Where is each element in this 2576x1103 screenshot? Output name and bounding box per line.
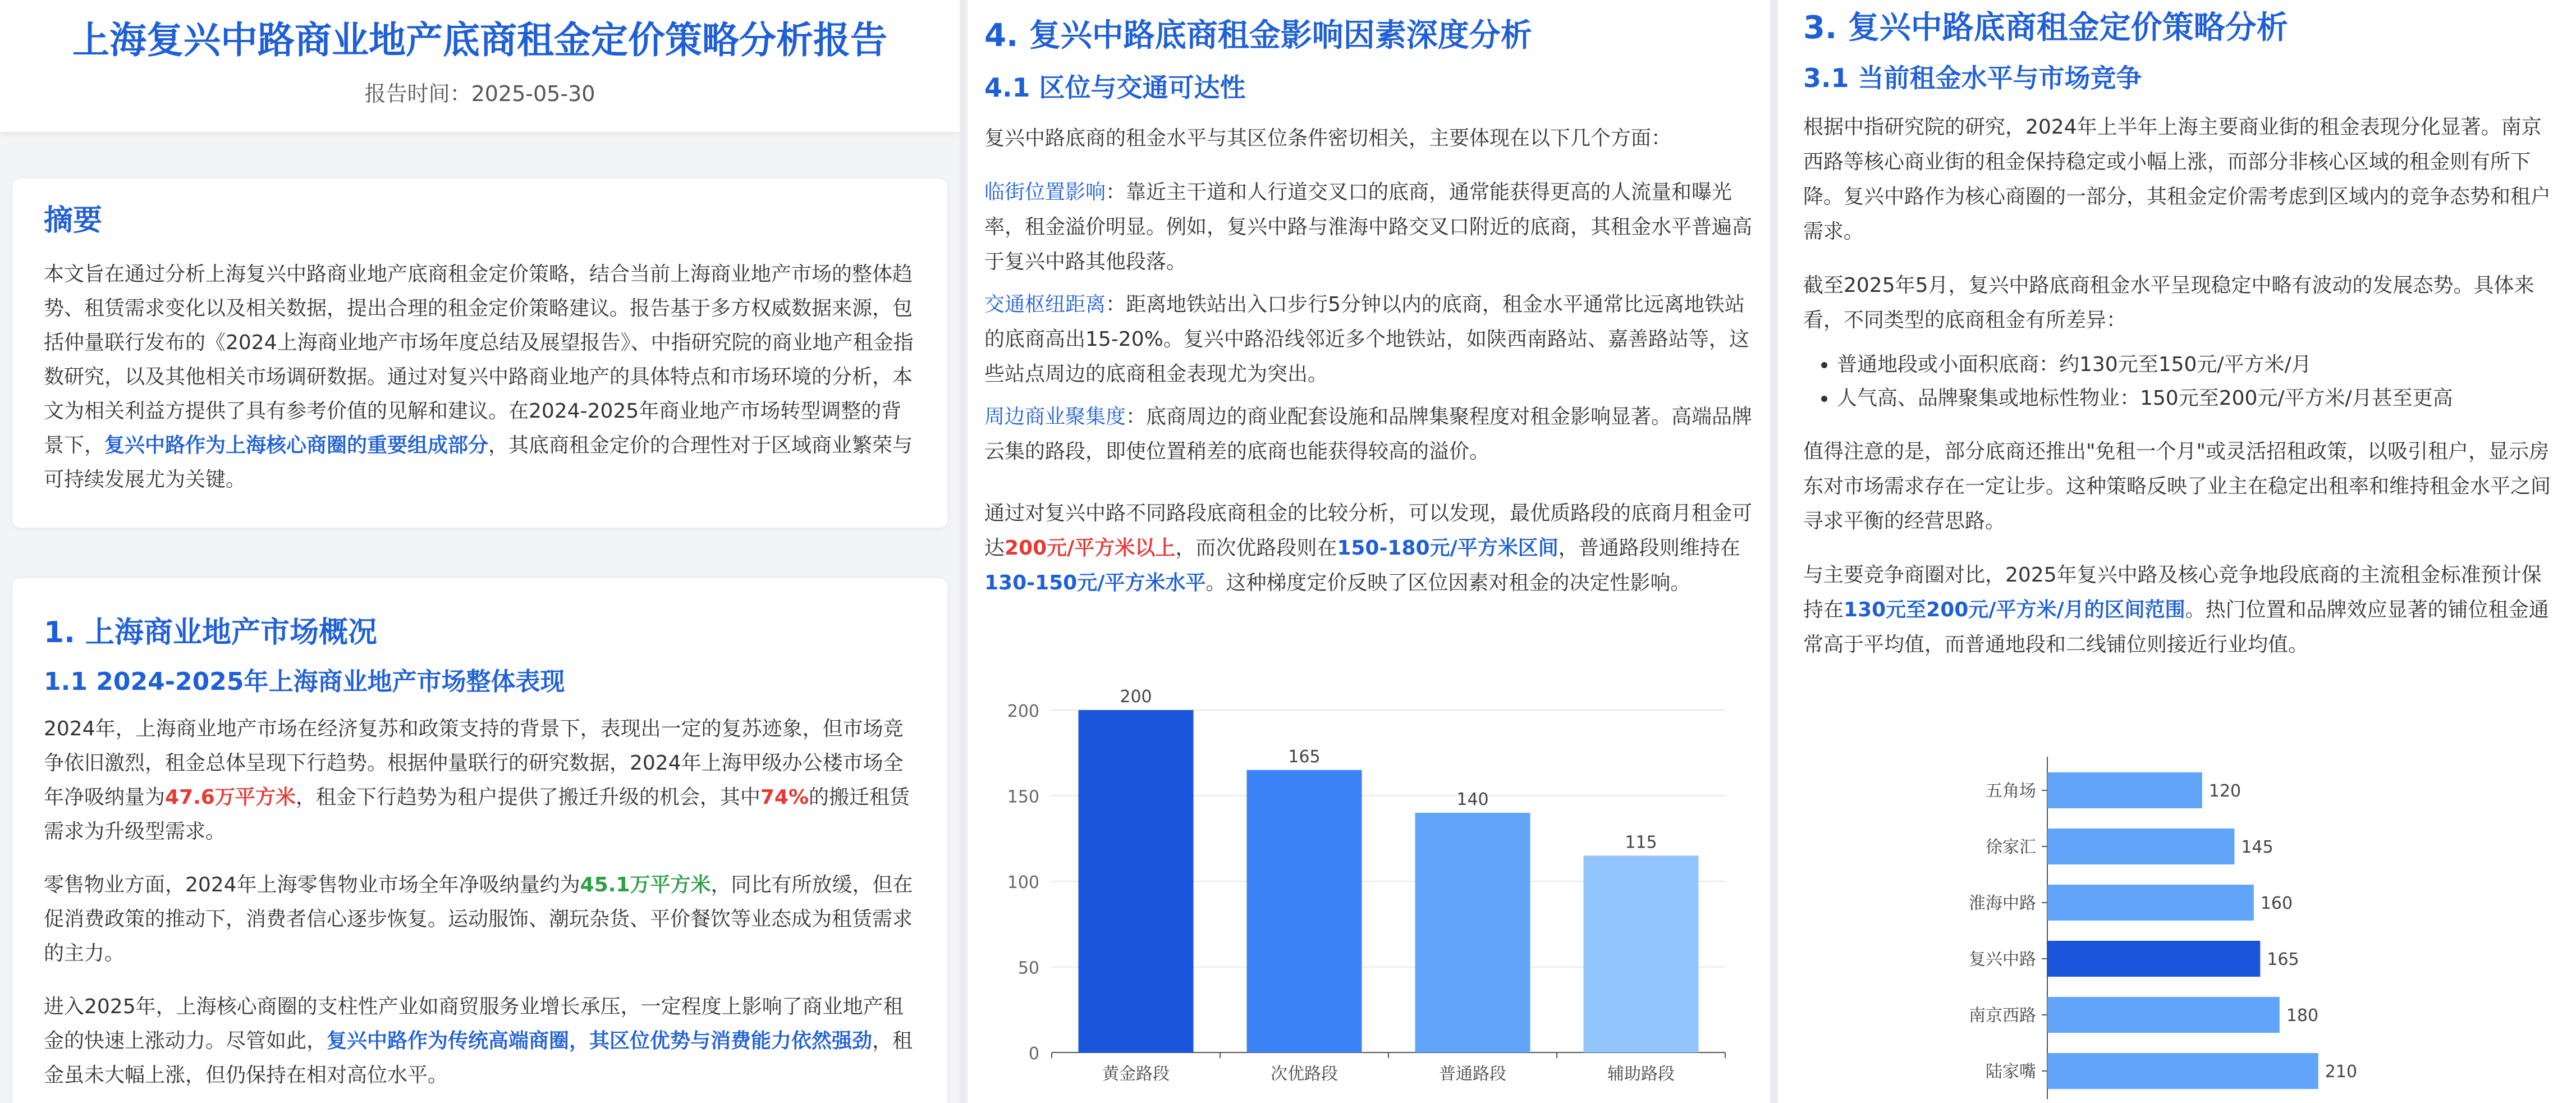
- y-tick-label: 200: [1007, 702, 1039, 721]
- factor-transit-distance: [984, 287, 1753, 392]
- data-label: 210: [2325, 1062, 2358, 1082]
- s4p-value-ordinary: 130-150元/平方米水平: [984, 571, 1206, 594]
- x-tick-label: 次优路段: [1271, 1064, 1338, 1084]
- bar: [2047, 829, 2234, 864]
- data-label: 165: [2267, 950, 2299, 969]
- report-date: 报告时间：2025-05-30: [364, 81, 595, 106]
- district-rent-comparison-chart: [1935, 747, 2474, 1103]
- y-tick-label: 复兴中路: [1969, 950, 2036, 969]
- section1-subheading: 1.1 2024-2025年上海商业地产市场整体表现: [44, 667, 565, 696]
- segment-rent-bar-chart: [984, 688, 1759, 1103]
- abstract-text-b: ，其底商租金定价的合理性对于区域商业繁荣与可持续发展尤为关键。: [44, 434, 913, 491]
- section3-para-4: [1803, 558, 2559, 662]
- y-tick-label: 50: [1017, 958, 1039, 978]
- factor-commercial-cluster: [984, 400, 1753, 469]
- s1p3-a: 进入2025年，上海核心商圈的支柱性产业如商贸服务业增长承压，一定程度上影响了商业地产租金的快速上涨动力。尽管如此，: [44, 995, 904, 1052]
- section3-para-1: 根据中指研究院的研究，2024年上半年上海主要商业街的租金表现分化显著。南京西路等核心商业街的租金保持稳定或小幅上涨，而部分非核心区域的租金则有所下降。复兴中路作为核心商圈的一部分，其租金定价需考虑到区域内的竞争态势和租户需求。: [1803, 116, 2551, 243]
- y-tick-label: 0: [1028, 1044, 1039, 1064]
- y-tick-label: 五角场: [1986, 781, 2036, 801]
- bar: [1584, 855, 1699, 1052]
- section1-para-3: [44, 990, 916, 1092]
- panel-divider: [1770, 0, 1778, 1103]
- bar: [2047, 772, 2202, 808]
- section1-card: [12, 578, 947, 1103]
- report-header: [0, 0, 960, 132]
- s4p-a: 通过对复兴中路不同路段底商租金的比较分析，可以发现，最优质路段的底商月租金可达: [984, 502, 1753, 560]
- panel-divider: [960, 0, 968, 1103]
- y-tick-label: 南京西路: [1969, 1006, 2036, 1026]
- section4-intro: 复兴中路底商的租金水平与其区位条件密切相关，主要体现在以下几个方面：: [984, 127, 1672, 150]
- s1p1-b: ，租金下行趋势为租户提供了搬迁升级的机会，其中: [295, 786, 760, 809]
- data-label: 115: [1625, 832, 1657, 853]
- abstract-heading: 摘要: [44, 204, 103, 237]
- data-label: 120: [2208, 781, 2242, 801]
- section3-subheading: 3.1 当前租金水平与市场竞争: [1803, 63, 2142, 93]
- section3-para-2: 截至2025年5月，复兴中路底商租金水平呈现稳定中略有波动的发展态势。具体来看，不同类型的底商租金有所差异：: [1803, 274, 2534, 332]
- panel-report-intro: [0, 0, 960, 1103]
- s1p1-a: 2024年，上海商业地产市场在经济复苏和政策支持的背景下，表现出一定的复苏迹象，但市场竞争依旧激烈，租金总体呈现下行趋势。根据仲量联行的研究数据，2024年上海甲级办公楼市场全年净吸纳量为: [44, 717, 904, 809]
- s3p4-highlight: 130元至200元/平方米/月的区间范围: [1844, 598, 2185, 621]
- bar: [2047, 997, 2280, 1033]
- s1p2-value-retail: 45.1万平方米: [580, 873, 711, 896]
- factor-transit-distance-label: 交通枢纽距离: [984, 293, 1106, 316]
- factor-commercial-cluster-text: ：底商周边的商业配套设施和品牌集聚程度对租金影响显著。高端品牌云集的路段，即使位置稍差的底商也能获得较高的溢价。: [984, 405, 1753, 463]
- rent-type-list: [1803, 348, 2559, 415]
- data-label: 140: [1456, 790, 1489, 809]
- rent-type-item: • 人气高、品牌聚集或地标性物业：150元至200元/平方米/月甚至更高: [1837, 382, 2559, 415]
- bar: [2047, 1053, 2318, 1089]
- abstract-highlight: 复兴中路作为上海核心商圈的重要组成部分: [104, 434, 489, 457]
- bar: [2047, 941, 2260, 977]
- factor-commercial-cluster-label: 周边商业聚集度: [984, 405, 1126, 428]
- factor-street-position: [984, 175, 1753, 280]
- section1-para-2: [44, 868, 916, 971]
- s4p-d: 。这种梯度定价反映了区位因素对租金的决定性影响。: [1206, 571, 1691, 594]
- y-tick-label: 100: [1007, 873, 1039, 893]
- s1p1-value-absorption: 47.6万平方米: [165, 786, 296, 809]
- y-tick-label: 徐家汇: [1986, 837, 2036, 857]
- abstract-card: [12, 179, 947, 528]
- s4p-value-prime: 200元/平方米以上: [1005, 537, 1176, 560]
- section3-para-3: 值得注意的是，部分底商还推出"免租一个月"或灵活招租政策，以吸引租户，显示房东对市场需求存在一定让步。这种策略反映了业主在稳定出租率和维持租金水平之间寻求平衡的经营思路。: [1803, 440, 2551, 533]
- s3p4-a: 与主要竞争商圈对比，2025年复兴中路及核心竞争地段底商的主流租金标准预计保持在: [1803, 564, 2542, 621]
- s4p-value-secondary: 150-180元/平方米区间: [1337, 537, 1559, 560]
- abstract-text: [44, 257, 916, 497]
- factor-street-position-text: ：靠近主干道和人行道交叉口的底商，通常能获得更高的人流量和曝光率，租金溢价明显。例如，复兴中路与淮海中路交叉口附近的底商，其租金水平普遍高于复兴中路其他段落。: [984, 181, 1753, 273]
- rent-type-item: • 普通地段或小面积底商：约130元至150元/平方米/月: [1837, 348, 2559, 382]
- bar: [2047, 885, 2254, 921]
- y-tick-label: 淮海中路: [1969, 894, 2036, 913]
- s3p4-b: 。热门位置和品牌效应显著的铺位租金通常高于平均值，而普通地段和二线铺位则接近行业均值。: [1803, 598, 2549, 656]
- factor-street-position-label: 临街位置影响: [984, 181, 1106, 204]
- data-label: 145: [2241, 837, 2274, 857]
- x-tick-label: 普通路段: [1439, 1064, 1506, 1084]
- section4-subheading: 4.1 区位与交通可达性: [984, 72, 1246, 103]
- bar: [1415, 813, 1530, 1052]
- bar: [1079, 710, 1194, 1052]
- data-label: 200: [1120, 688, 1152, 707]
- s4p-b: ，而次优路段则在: [1175, 537, 1337, 560]
- s1p1-c: 的搬迁租赁需求为升级型需求。: [44, 786, 910, 843]
- section3-heading: 3. 复兴中路底商租金定价策略分析: [1803, 10, 2288, 46]
- s1p3-highlight: 复兴中路作为传统高端商圈，其区位优势与消费能力依然强劲: [327, 1029, 873, 1052]
- factor-transit-distance-text: ：距离地铁站出入口步行5分钟以内的底商，租金水平通常比远离地铁站的底商高出15-20%。复兴中路沿线邻近多个地铁站，如陕西南路站、嘉善路站等，这些站点周边的底商租金表现尤为突出。: [984, 293, 1749, 386]
- data-label: 180: [2286, 1006, 2319, 1026]
- s4p-c: ，普通路段则维持在: [1558, 537, 1740, 560]
- s1p3-b: ，租金虽未大幅上涨，但仍保持在相对高位水平。: [44, 1029, 913, 1087]
- report-title: 上海复兴中路商业地产底商租金定价策略分析报告: [72, 19, 887, 62]
- s1p1-value-percent: 74%: [760, 786, 809, 809]
- s1p2-b: ，同比有所放缓，但在促消费政策的推动下，消费者信心逐步恢复。运动服饰、潮玩杂货、平价餐饮等业态成为租赁需求的主力。: [44, 873, 913, 965]
- section1-para-1: [44, 712, 916, 849]
- section4-comparison-para: [984, 496, 1753, 601]
- y-tick-label: 陆家嘴: [1986, 1062, 2036, 1082]
- panel-section4: [968, 0, 1770, 1103]
- x-tick-label: 黄金路段: [1102, 1064, 1170, 1084]
- section4-heading: 4. 复兴中路底商租金影响因素深度分析: [984, 17, 1532, 54]
- s1p2-a: 零售物业方面，2024年上海零售物业市场全年净吸纳量约为: [44, 873, 580, 896]
- y-tick-label: 150: [1007, 787, 1039, 807]
- bar: [1247, 770, 1362, 1052]
- abstract-text-a: 本文旨在通过分析上海复兴中路商业地产底商租金定价策略，结合当前上海商业地产市场的整体趋势、租赁需求变化以及相关数据，提出合理的租金定价策略建议。报告基于多方权威数据来源，包括仲量联行发布的《2024上海商业地产市场年度总结及展望报告》、中指研究院的商业地产租金指数研究，以及其他相关市场调研数据。通过对复兴中路商业地产的具体特点和市场环境的分析，本文为相关利益方提供了具有参考价值的见解和建议。在2024-2025年商业地产市场转型调整的背景下，: [44, 263, 914, 457]
- panel-section3: [1778, 0, 2576, 1103]
- x-tick-label: 辅助路段: [1607, 1064, 1675, 1084]
- data-label: 160: [2260, 894, 2293, 913]
- data-label: 165: [1288, 747, 1321, 767]
- section1-heading: 1. 上海商业地产市场概况: [44, 616, 378, 649]
